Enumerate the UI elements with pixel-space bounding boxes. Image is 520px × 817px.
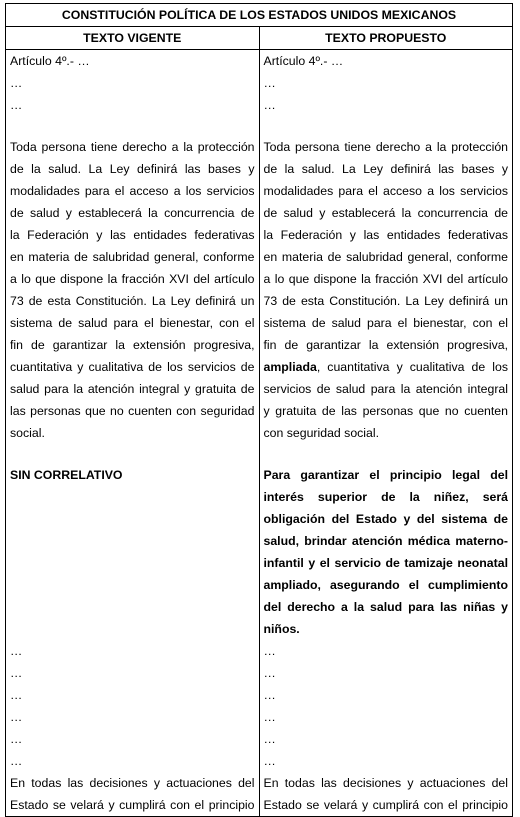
paragraph-line: servicios de salud para la atención integral	[263, 382, 508, 396]
texto-propuesto-cell	[259, 50, 513, 817]
ellipsis-line: …	[10, 76, 23, 90]
title-row	[6, 4, 513, 27]
paragraph-line: fin de garantizar la extensión progresiva,	[263, 338, 508, 352]
comparison-table	[5, 3, 513, 817]
paragraph-line: social.	[10, 426, 45, 440]
ellipsis-line: …	[263, 710, 276, 724]
paragraph-line: a lo que dispone la fracción XVI del artículo	[10, 272, 255, 286]
table-title: CONSTITUCIÓN POLÍTICA DE LOS ESTADOS UNIDOS MEXICANOS	[6, 4, 513, 27]
paragraph-line: la Federación y las entidades federativas	[10, 228, 255, 242]
bold-paragraph-line: salud, brindar atención médica materno-	[263, 534, 508, 548]
header-texto-vigente: TEXTO VIGENTE	[6, 27, 260, 50]
ellipsis-line: …	[263, 754, 276, 768]
sin-correlativo-label: SIN CORRELATIVO	[10, 468, 123, 482]
paragraph-line: modalidades para el acceso a los servicios	[263, 184, 508, 198]
ellipsis-line: …	[10, 644, 23, 658]
paragraph-line: sistema de salud para el bienestar, con el	[263, 316, 508, 330]
paragraph-nino-propuesto	[264, 464, 509, 640]
paragraph-line: cuantitativa y cualitativa de los servicios de	[10, 360, 255, 374]
article-heading: Artículo 4º.- …	[10, 54, 90, 68]
paragraph-line: las personas que no cuenten con seguridad	[10, 404, 255, 418]
paragraph-line: de salud y establecerá la concurrencia de	[10, 206, 255, 220]
paragraph-line: de la salud. La Ley definirá las bases y	[263, 162, 508, 176]
paragraph-line: de salud y establecerá la concurrencia de	[263, 206, 508, 220]
paragraph-line: a lo que dispone la fracción XVI del artículo	[263, 272, 508, 286]
ellipsis-line: …	[10, 98, 23, 112]
bold-paragraph-line: infantil y el servicio de tamizaje neonatal	[263, 556, 508, 570]
ampliada-rest: , cuantitativa y cualitativa de los	[316, 360, 508, 374]
paragraph-line: modalidades para el acceso a los servicios	[10, 184, 255, 198]
paragraph-line: fin de garantizar la extensión progresiva,	[10, 338, 255, 352]
body-row	[6, 50, 513, 817]
bold-paragraph-line: niños.	[263, 622, 300, 636]
ellipsis-line: …	[10, 688, 23, 702]
ellipsis-line: …	[10, 666, 23, 680]
paragraph-line: y gratuita de las personas que no cuenten	[263, 404, 508, 418]
paragraph-salud-propuesto	[264, 136, 509, 444]
paragraph-line: de la salud. La Ley definirá las bases y	[10, 162, 255, 176]
paragraph-line: con seguridad social.	[263, 426, 380, 440]
paragraph-line: Toda persona tiene derecho a la protección	[263, 140, 508, 154]
paragraph-line: 73 de esta Constitución. La Ley definirá un	[263, 294, 508, 308]
paragraph-line: Estado se velará y cumplirá con el principio	[263, 798, 508, 812]
ellipsis-line: …	[10, 710, 23, 724]
paragraph-line: Toda persona tiene derecho a la protección	[10, 140, 255, 154]
bold-paragraph-line: obligación del Estado y del sistema de	[263, 512, 508, 526]
paragraph-line: En todas las decisiones y actuaciones del	[10, 776, 255, 790]
article-heading: Artículo 4º.- …	[263, 54, 344, 68]
ellipsis-line: …	[263, 732, 276, 746]
paragraph-line: sistema de salud para el bienestar, con el	[10, 316, 255, 330]
paragraph-line: Estado se velará y cumplirá con el principio	[10, 798, 255, 812]
header-row	[6, 27, 513, 50]
ellipsis-line: …	[10, 754, 23, 768]
texto-vigente-cell	[6, 50, 260, 817]
ampliada-highlight: ampliada	[263, 360, 317, 374]
paragraph-line: la Federación y las entidades federativas	[263, 228, 508, 242]
ellipsis-line: …	[263, 98, 276, 112]
ellipsis-line: …	[263, 688, 276, 702]
paragraph-line: salud para la atención integral y gratuita de	[10, 382, 255, 396]
bold-paragraph-line: Para garantizar el principio legal del	[263, 468, 508, 482]
ellipsis-line: …	[263, 76, 276, 90]
bold-paragraph-line: del derecho a la salud para las niñas y	[263, 600, 508, 614]
paragraph-line: En todas las decisiones y actuaciones del	[263, 776, 508, 790]
paragraph-line: 73 de esta Constitución. La Ley definirá un	[10, 294, 255, 308]
header-texto-propuesto: TEXTO PROPUESTO	[259, 27, 513, 50]
paragraph-salud	[10, 136, 255, 444]
ellipsis-line: …	[263, 666, 276, 680]
paragraph-line: en materia de salubridad general, conforme	[10, 250, 255, 264]
ellipsis-line: …	[263, 644, 276, 658]
bold-paragraph-line: interés superior de la niñez, será	[263, 490, 508, 504]
ellipsis-line: …	[10, 732, 23, 746]
bold-paragraph-line: ampliado, asegurando el cumplimiento	[263, 578, 508, 592]
paragraph-line-ampliada	[264, 356, 509, 378]
paragraph-line: en materia de salubridad general, conforme	[263, 250, 508, 264]
